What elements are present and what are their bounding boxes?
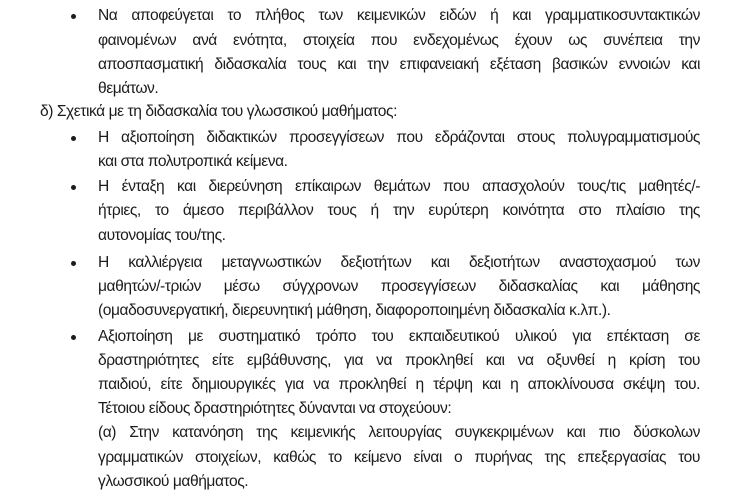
bullet-icon: [71, 185, 76, 190]
bullet-paragraph-line: θεμάτων.: [98, 80, 159, 97]
bullet-icon: [71, 136, 76, 141]
bullet-paragraph-line: Αξιοποίηση με συστηματικό τρόπο του εκπαιδευτικού υλικού για επέκταση σε: [98, 328, 700, 345]
bullet-paragraph-line: αυτονομίας του/της.: [98, 227, 226, 244]
bullet-paragraph-line: μαθητών/-τριών μέσω σύγχρονων προσεγγίσεων διδασκαλίας και μάθησης: [98, 278, 700, 295]
bullet-paragraph-line: (α) Στην κατανόηση της κειμενικής λειτουργίας συγκεκριμένων και πιο δύσκολων: [98, 424, 700, 441]
bullet-paragraph-line: Να αποφεύγεται το πλήθος των κειμενικών ειδών ή και γραμματικοσυντακτικών: [98, 7, 700, 24]
bullet-paragraph-line: γλωσσικού μαθήματος.: [98, 473, 249, 490]
bullet-paragraph-line: Η καλλιέργεια μεταγνωστικών δεξιοτήτων και δεξιοτήτων αναστοχασμού των: [98, 254, 700, 271]
bullet-paragraph-line: δραστηριότητες είτε εμβάθυνσης, για να προκληθεί και να οξυνθεί η κρίση του: [98, 352, 700, 369]
bullet-icon: [71, 14, 76, 19]
bullet-paragraph-line: (ομαδοσυνεργατική, διερευνητική μάθηση, διαφοροποιημένη διδασκαλία κ.λπ.).: [98, 302, 611, 319]
bullet-paragraph-line: ήτριες, το άμεσο περιβάλλον τους ή την ευρύτερη κοινότητα στο πλαίσιο της: [98, 202, 700, 219]
bullet-paragraph-line: Τέτοιου είδους δραστηριότητες δύνανται να στοχεύουν:: [98, 400, 452, 417]
bullet-icon: [71, 261, 76, 266]
bullet-paragraph-line: αποσπασματική διδασκαλία τους και την επιφανειακή εξέταση βασικών εννοιών και: [98, 56, 700, 73]
section-heading: δ) Σχετικά με τη διδασκαλία του γλωσσικού μαθήματος:: [40, 103, 397, 120]
bullet-paragraph-line: γραμματικών στοιχείων, καθώς το κείμενο είναι ο πυρήνας της επεξεργασίας του: [98, 449, 700, 466]
bullet-icon: [71, 335, 76, 340]
bullet-paragraph-line: Η ένταξη και διερεύνηση επίκαιρων θεμάτων που απασχολούν τους/τις μαθητές/-: [98, 178, 700, 195]
bullet-paragraph-line: παιδιού, είτε δημιουργικές για να προκληθεί η τέρψη και η αποκλίνουσα σκέψη του.: [98, 376, 700, 393]
bullet-paragraph-line: φαινομένων ανά ενότητα, στοιχεία που ενδεχομένως έχουν ως συνέπεια την: [98, 32, 700, 49]
bullet-paragraph-line: Η αξιοποίηση διδακτικών προσεγγίσεων που εδράζονται στους πολυγραμματισμούς: [98, 129, 700, 146]
bullet-paragraph-line: και στα πολυτροπικά κείμενα.: [98, 153, 288, 170]
